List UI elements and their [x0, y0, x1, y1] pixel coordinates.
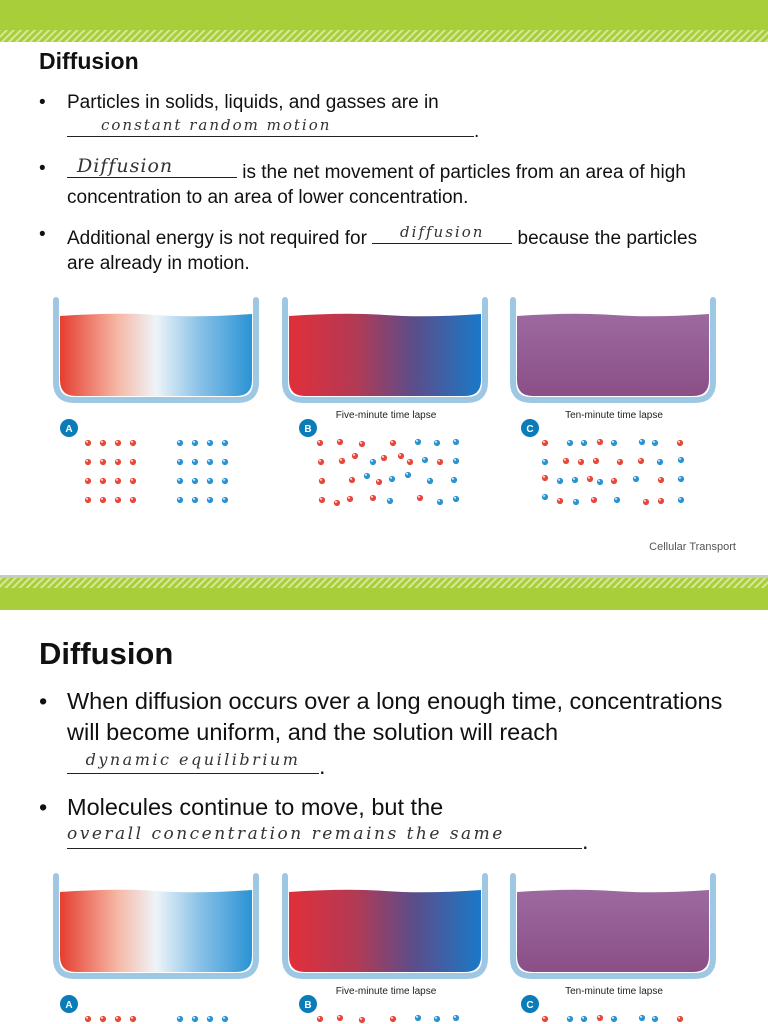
handwritten-answer: diffusion	[400, 223, 485, 241]
red-particle	[336, 438, 343, 445]
red-particle	[114, 439, 121, 446]
blue-particle	[433, 439, 440, 446]
red-particle	[406, 458, 413, 465]
blue-particle	[206, 477, 213, 484]
red-particle	[338, 457, 345, 464]
bullet-text: .	[319, 753, 326, 779]
blue-particle	[638, 438, 645, 445]
red-particle	[541, 474, 548, 481]
red-particle	[596, 438, 603, 445]
bullet-text: is the net movement of particles from an area of high concentration to an area of lower concentration.	[67, 162, 686, 208]
header-band	[0, 0, 768, 44]
red-particle	[657, 497, 664, 504]
red-particle	[416, 494, 423, 501]
bullet-item	[39, 222, 729, 276]
red-particle	[114, 496, 121, 503]
blue-particle	[632, 475, 639, 482]
blue-particle	[404, 471, 411, 478]
handwritten-answer: overall concentration remains the same	[67, 824, 505, 844]
red-particle	[316, 439, 323, 446]
blue-particle	[452, 495, 459, 502]
blue-particle	[452, 1014, 459, 1021]
red-particle	[657, 476, 664, 483]
panel-label: B	[304, 1000, 312, 1011]
red-particle	[84, 477, 91, 484]
blue-particle	[191, 458, 198, 465]
red-particle	[317, 458, 324, 465]
bullet-list	[39, 686, 739, 867]
blue-particle	[651, 439, 658, 446]
blue-particle	[221, 439, 228, 446]
blue-particle	[651, 1015, 658, 1022]
bullet-text: Particles in solids, liquids, and gasses are in	[67, 92, 439, 113]
answer-blank[interactable]	[67, 823, 582, 849]
panel-label: C	[526, 1000, 534, 1011]
beaker-c	[513, 876, 713, 976]
red-particle	[348, 476, 355, 483]
red-particle	[637, 457, 644, 464]
panel-label: B	[304, 424, 312, 435]
blue-particle	[221, 458, 228, 465]
red-particle	[99, 496, 106, 503]
red-particle	[556, 497, 563, 504]
red-particle	[84, 1015, 91, 1022]
red-particle	[99, 1015, 106, 1022]
blue-particle	[571, 476, 578, 483]
blue-particle	[221, 1015, 228, 1022]
bullet-text: .	[474, 121, 480, 142]
panel-caption: Five-minute time lapse	[335, 986, 437, 997]
red-particle	[129, 1015, 136, 1022]
blue-particle	[176, 439, 183, 446]
blue-particle	[566, 439, 573, 446]
panel-label: A	[65, 1000, 73, 1011]
red-particle	[616, 458, 623, 465]
bullet-list	[39, 90, 729, 288]
diffusion-figure	[0, 290, 768, 530]
blue-particle	[452, 438, 459, 445]
blue-particle	[436, 498, 443, 505]
slide-title: Diffusion	[39, 636, 174, 671]
handwritten-answer: constant random motion	[101, 116, 332, 134]
blue-particle	[386, 497, 393, 504]
blue-particle	[414, 1014, 421, 1021]
bullet-text: Molecules continue to move, but the	[67, 794, 444, 820]
red-particle	[610, 477, 617, 484]
panel-label: C	[526, 424, 534, 435]
panel-label: A	[65, 424, 73, 435]
bullet-item	[39, 156, 729, 210]
red-particle	[562, 457, 569, 464]
blue-particle	[677, 456, 684, 463]
red-particle	[114, 458, 121, 465]
red-particle	[596, 1014, 603, 1021]
bullet-text: When diffusion occurs over a long enough time, concentrations will become uniform, and the solution will reach	[67, 688, 723, 745]
red-particle	[358, 440, 365, 447]
blue-particle	[191, 439, 198, 446]
red-particle	[592, 457, 599, 464]
blue-particle	[191, 496, 198, 503]
red-particle	[577, 458, 584, 465]
red-particle	[380, 454, 387, 461]
blue-particle	[426, 477, 433, 484]
red-particle	[397, 452, 404, 459]
beaker-a	[56, 876, 256, 976]
red-particle	[586, 475, 593, 482]
blue-particle	[556, 477, 563, 484]
red-particle	[316, 1015, 323, 1022]
red-particle	[129, 439, 136, 446]
red-particle	[351, 452, 358, 459]
answer-blank[interactable]	[67, 748, 319, 774]
blue-particle	[677, 475, 684, 482]
diffusion-figure	[0, 866, 768, 1024]
blue-particle	[176, 496, 183, 503]
blue-particle	[176, 458, 183, 465]
red-particle	[318, 496, 325, 503]
bullet-item	[39, 686, 739, 782]
red-particle	[84, 458, 91, 465]
answer-blank[interactable]	[67, 115, 474, 137]
beaker-a	[56, 300, 256, 400]
handwritten-answer: dynamic equilibrium	[85, 750, 301, 769]
blue-particle	[421, 456, 428, 463]
red-particle	[590, 496, 597, 503]
slide-title: Diffusion	[39, 48, 139, 74]
red-particle	[99, 458, 106, 465]
blue-particle	[221, 477, 228, 484]
red-particle	[99, 477, 106, 484]
blue-particle	[414, 438, 421, 445]
red-particle	[336, 1014, 343, 1021]
blue-particle	[677, 496, 684, 503]
blue-particle	[638, 1014, 645, 1021]
blue-particle	[541, 458, 548, 465]
blue-particle	[206, 458, 213, 465]
red-particle	[114, 477, 121, 484]
answer-blank[interactable]	[372, 222, 512, 244]
red-particle	[318, 477, 325, 484]
blue-particle	[572, 498, 579, 505]
blue-particle	[580, 439, 587, 446]
red-particle	[642, 498, 649, 505]
red-particle	[99, 439, 106, 446]
blue-particle	[206, 439, 213, 446]
blue-particle	[610, 1015, 617, 1022]
red-particle	[389, 1015, 396, 1022]
red-particle	[346, 495, 353, 502]
red-particle	[375, 478, 382, 485]
handwritten-answer: • Diffusion	[77, 155, 174, 177]
answer-blank[interactable]	[67, 156, 237, 178]
blue-particle	[450, 476, 457, 483]
blue-particle	[388, 475, 395, 482]
panel-caption: Ten-minute time lapse	[565, 986, 663, 997]
blue-particle	[176, 477, 183, 484]
bullet-text: Additional energy is not required for	[67, 228, 373, 249]
blue-particle	[206, 496, 213, 503]
red-particle	[358, 1016, 365, 1023]
panel-caption: Five-minute time lapse	[335, 410, 437, 421]
blue-particle	[656, 458, 663, 465]
red-particle	[389, 439, 396, 446]
panel-caption: Ten-minute time lapse	[565, 410, 663, 421]
red-particle	[129, 458, 136, 465]
red-particle	[676, 439, 683, 446]
blue-particle	[452, 457, 459, 464]
blue-particle	[191, 1015, 198, 1022]
beaker-b	[285, 300, 485, 400]
red-particle	[333, 499, 340, 506]
beaker-c	[513, 300, 713, 400]
bullet-item	[39, 90, 729, 144]
blue-particle	[610, 439, 617, 446]
bullet-item	[39, 792, 739, 857]
red-particle	[129, 477, 136, 484]
red-particle	[129, 496, 136, 503]
blue-particle	[369, 458, 376, 465]
red-particle	[676, 1015, 683, 1022]
blue-particle	[221, 496, 228, 503]
blue-particle	[566, 1015, 573, 1022]
footer-label: Cellular Transport	[649, 541, 736, 553]
red-particle	[114, 1015, 121, 1022]
blue-particle	[206, 1015, 213, 1022]
blue-particle	[541, 493, 548, 500]
red-particle	[84, 496, 91, 503]
blue-particle	[176, 1015, 183, 1022]
blue-particle	[191, 477, 198, 484]
beaker-b	[285, 876, 485, 976]
bullet-text: .	[582, 828, 589, 854]
red-particle	[84, 439, 91, 446]
blue-particle	[580, 1015, 587, 1022]
blue-particle	[363, 472, 370, 479]
bullet-text: because the particles are already in motion.	[67, 228, 698, 274]
header-band	[0, 578, 768, 622]
red-particle	[541, 1015, 548, 1022]
red-particle	[436, 458, 443, 465]
slide-2	[0, 578, 768, 1024]
red-particle	[369, 494, 376, 501]
red-particle	[541, 439, 548, 446]
blue-particle	[596, 478, 603, 485]
blue-particle	[613, 496, 620, 503]
blue-particle	[433, 1015, 440, 1022]
